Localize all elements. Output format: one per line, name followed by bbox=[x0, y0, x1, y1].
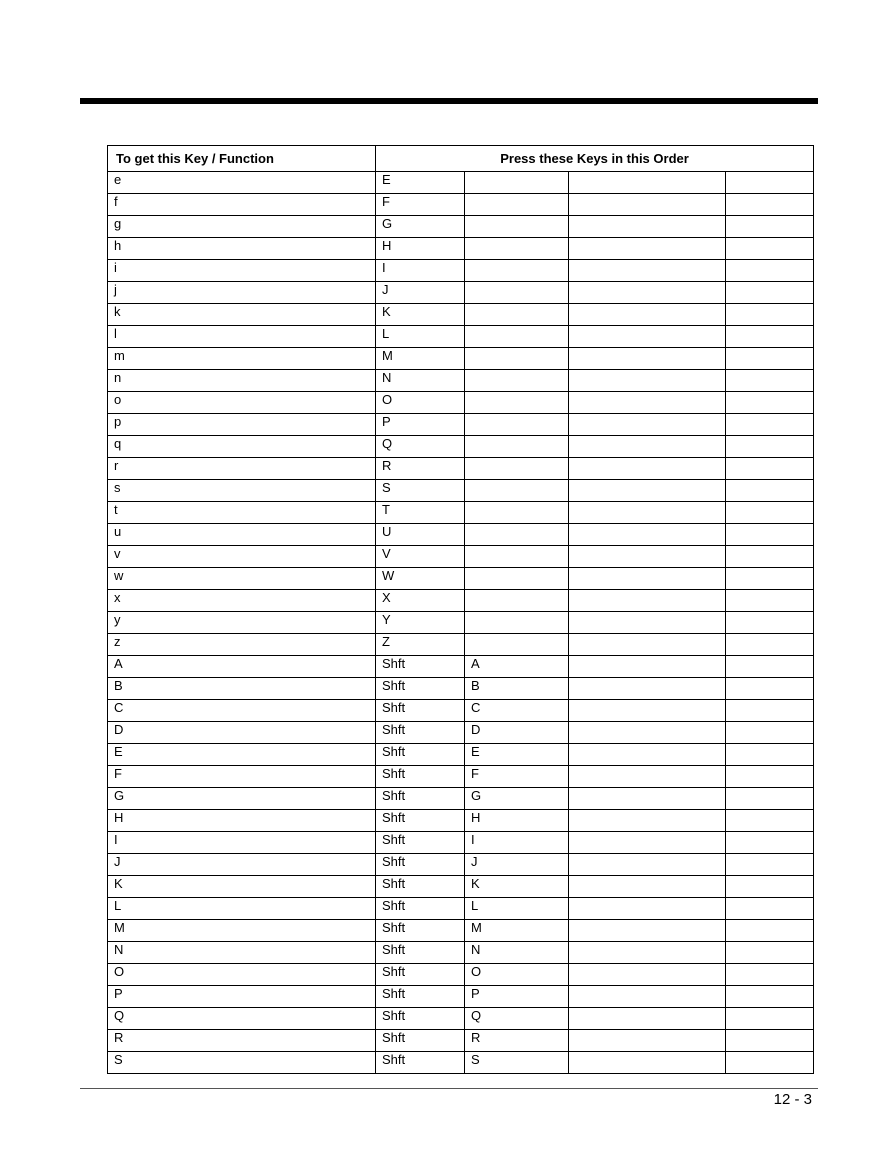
cell-function: j bbox=[108, 282, 376, 304]
cell-key-3 bbox=[569, 282, 726, 304]
cell-key-2: K bbox=[465, 876, 569, 898]
cell-key-4 bbox=[726, 942, 814, 964]
cell-key-4 bbox=[726, 634, 814, 656]
table-row bbox=[108, 854, 814, 876]
cell-key-2: D bbox=[465, 722, 569, 744]
cell-key-1: Shft bbox=[376, 986, 465, 1008]
column-header-key-order: Press these Keys in this Order bbox=[376, 146, 814, 172]
cell-key-4 bbox=[726, 964, 814, 986]
cell-key-2 bbox=[465, 502, 569, 524]
cell-function: m bbox=[108, 348, 376, 370]
cell-key-1: Shft bbox=[376, 832, 465, 854]
cell-function: A bbox=[108, 656, 376, 678]
cell-key-1: H bbox=[376, 238, 465, 260]
table-row bbox=[108, 260, 814, 282]
cell-key-1: Z bbox=[376, 634, 465, 656]
cell-key-3 bbox=[569, 568, 726, 590]
cell-key-2: F bbox=[465, 766, 569, 788]
table-row bbox=[108, 1052, 814, 1074]
cell-key-4 bbox=[726, 172, 814, 194]
footer-rule bbox=[80, 1088, 818, 1089]
cell-key-4 bbox=[726, 1030, 814, 1052]
cell-key-4 bbox=[726, 656, 814, 678]
cell-function: B bbox=[108, 678, 376, 700]
cell-key-4 bbox=[726, 238, 814, 260]
table-row bbox=[108, 348, 814, 370]
cell-function: y bbox=[108, 612, 376, 634]
cell-key-3 bbox=[569, 238, 726, 260]
cell-key-3 bbox=[569, 480, 726, 502]
cell-function: i bbox=[108, 260, 376, 282]
cell-key-1: Shft bbox=[376, 920, 465, 942]
cell-key-2 bbox=[465, 194, 569, 216]
table-row bbox=[108, 634, 814, 656]
cell-key-3 bbox=[569, 766, 726, 788]
cell-function: q bbox=[108, 436, 376, 458]
cell-key-3 bbox=[569, 876, 726, 898]
cell-function: K bbox=[108, 876, 376, 898]
table-row bbox=[108, 458, 814, 480]
cell-key-3 bbox=[569, 722, 726, 744]
cell-key-4 bbox=[726, 722, 814, 744]
table-row bbox=[108, 612, 814, 634]
cell-key-4 bbox=[726, 788, 814, 810]
cell-key-3 bbox=[569, 326, 726, 348]
table-row bbox=[108, 656, 814, 678]
cell-key-4 bbox=[726, 986, 814, 1008]
cell-key-3 bbox=[569, 612, 726, 634]
cell-function: u bbox=[108, 524, 376, 546]
cell-key-3 bbox=[569, 194, 726, 216]
table-row bbox=[108, 920, 814, 942]
table-row bbox=[108, 480, 814, 502]
cell-key-1: E bbox=[376, 172, 465, 194]
cell-key-3 bbox=[569, 656, 726, 678]
cell-key-2: R bbox=[465, 1030, 569, 1052]
cell-key-1: Shft bbox=[376, 1052, 465, 1074]
cell-function: f bbox=[108, 194, 376, 216]
cell-key-3 bbox=[569, 832, 726, 854]
cell-key-2 bbox=[465, 392, 569, 414]
table-row bbox=[108, 1008, 814, 1030]
cell-key-4 bbox=[726, 700, 814, 722]
cell-key-2 bbox=[465, 370, 569, 392]
cell-key-2 bbox=[465, 612, 569, 634]
cell-key-2 bbox=[465, 480, 569, 502]
cell-key-3 bbox=[569, 898, 726, 920]
cell-key-1: Shft bbox=[376, 964, 465, 986]
cell-key-1: P bbox=[376, 414, 465, 436]
table-row bbox=[108, 194, 814, 216]
cell-key-4 bbox=[726, 392, 814, 414]
table-row bbox=[108, 1030, 814, 1052]
table-row bbox=[108, 370, 814, 392]
table-row bbox=[108, 238, 814, 260]
table-row bbox=[108, 832, 814, 854]
cell-key-2 bbox=[465, 304, 569, 326]
cell-key-1: N bbox=[376, 370, 465, 392]
table-row bbox=[108, 172, 814, 194]
cell-key-3 bbox=[569, 964, 726, 986]
cell-key-1: V bbox=[376, 546, 465, 568]
cell-function: S bbox=[108, 1052, 376, 1074]
cell-key-2 bbox=[465, 348, 569, 370]
table-row bbox=[108, 392, 814, 414]
cell-function: r bbox=[108, 458, 376, 480]
cell-key-2: C bbox=[465, 700, 569, 722]
cell-key-3 bbox=[569, 810, 726, 832]
cell-key-4 bbox=[726, 612, 814, 634]
cell-key-3 bbox=[569, 700, 726, 722]
table-row bbox=[108, 568, 814, 590]
cell-key-4 bbox=[726, 436, 814, 458]
cell-key-3 bbox=[569, 744, 726, 766]
cell-key-3 bbox=[569, 260, 726, 282]
cell-key-1: T bbox=[376, 502, 465, 524]
cell-key-4 bbox=[726, 1052, 814, 1074]
table-row bbox=[108, 766, 814, 788]
cell-key-4 bbox=[726, 590, 814, 612]
cell-key-3 bbox=[569, 524, 726, 546]
cell-key-3 bbox=[569, 678, 726, 700]
cell-function: I bbox=[108, 832, 376, 854]
cell-function: v bbox=[108, 546, 376, 568]
cell-key-2 bbox=[465, 590, 569, 612]
cell-function: E bbox=[108, 744, 376, 766]
cell-key-4 bbox=[726, 194, 814, 216]
cell-function: s bbox=[108, 480, 376, 502]
cell-key-3 bbox=[569, 172, 726, 194]
cell-key-4 bbox=[726, 524, 814, 546]
table-row bbox=[108, 788, 814, 810]
cell-key-3 bbox=[569, 414, 726, 436]
cell-key-4 bbox=[726, 348, 814, 370]
cell-key-3 bbox=[569, 854, 726, 876]
cell-function: J bbox=[108, 854, 376, 876]
cell-key-2 bbox=[465, 458, 569, 480]
cell-key-4 bbox=[726, 1008, 814, 1030]
cell-key-2 bbox=[465, 238, 569, 260]
page-number: 12 - 3 bbox=[773, 1091, 812, 1108]
cell-key-2: S bbox=[465, 1052, 569, 1074]
cell-function: z bbox=[108, 634, 376, 656]
cell-key-3 bbox=[569, 546, 726, 568]
cell-key-1: K bbox=[376, 304, 465, 326]
cell-key-1: Shft bbox=[376, 810, 465, 832]
cell-key-4 bbox=[726, 766, 814, 788]
cell-function: t bbox=[108, 502, 376, 524]
cell-key-1: U bbox=[376, 524, 465, 546]
table-row bbox=[108, 502, 814, 524]
cell-function: F bbox=[108, 766, 376, 788]
cell-key-4 bbox=[726, 260, 814, 282]
table-row bbox=[108, 282, 814, 304]
cell-key-3 bbox=[569, 458, 726, 480]
cell-key-1: F bbox=[376, 194, 465, 216]
cell-function: g bbox=[108, 216, 376, 238]
cell-key-1: Shft bbox=[376, 942, 465, 964]
cell-key-2 bbox=[465, 634, 569, 656]
cell-key-1: M bbox=[376, 348, 465, 370]
cell-key-4 bbox=[726, 326, 814, 348]
cell-key-1: W bbox=[376, 568, 465, 590]
cell-key-4 bbox=[726, 678, 814, 700]
cell-key-4 bbox=[726, 502, 814, 524]
cell-key-1: Shft bbox=[376, 1030, 465, 1052]
cell-key-3 bbox=[569, 304, 726, 326]
cell-function: O bbox=[108, 964, 376, 986]
cell-key-4 bbox=[726, 832, 814, 854]
cell-key-3 bbox=[569, 1008, 726, 1030]
cell-key-1: S bbox=[376, 480, 465, 502]
cell-key-3 bbox=[569, 370, 726, 392]
cell-key-1: X bbox=[376, 590, 465, 612]
cell-key-2: I bbox=[465, 832, 569, 854]
cell-key-3 bbox=[569, 348, 726, 370]
cell-key-2: L bbox=[465, 898, 569, 920]
table-row bbox=[108, 590, 814, 612]
cell-key-1: I bbox=[376, 260, 465, 282]
table-row bbox=[108, 546, 814, 568]
cell-key-4 bbox=[726, 898, 814, 920]
cell-key-4 bbox=[726, 216, 814, 238]
cell-function: p bbox=[108, 414, 376, 436]
cell-key-4 bbox=[726, 920, 814, 942]
cell-key-4 bbox=[726, 568, 814, 590]
cell-function: e bbox=[108, 172, 376, 194]
cell-key-1: L bbox=[376, 326, 465, 348]
cell-key-2 bbox=[465, 260, 569, 282]
cell-key-4 bbox=[726, 414, 814, 436]
cell-key-3 bbox=[569, 920, 726, 942]
cell-key-1: Y bbox=[376, 612, 465, 634]
cell-key-4 bbox=[726, 480, 814, 502]
cell-key-4 bbox=[726, 458, 814, 480]
cell-key-1: R bbox=[376, 458, 465, 480]
table-row bbox=[108, 722, 814, 744]
cell-key-2: G bbox=[465, 788, 569, 810]
cell-key-1: Shft bbox=[376, 766, 465, 788]
table-row bbox=[108, 986, 814, 1008]
cell-key-1: Shft bbox=[376, 678, 465, 700]
cell-function: h bbox=[108, 238, 376, 260]
cell-key-2 bbox=[465, 326, 569, 348]
cell-function: x bbox=[108, 590, 376, 612]
key-sequence-table bbox=[107, 145, 814, 1074]
cell-key-2: B bbox=[465, 678, 569, 700]
cell-key-2: H bbox=[465, 810, 569, 832]
cell-key-1: Shft bbox=[376, 744, 465, 766]
cell-key-1: Shft bbox=[376, 722, 465, 744]
cell-function: n bbox=[108, 370, 376, 392]
cell-function: l bbox=[108, 326, 376, 348]
cell-function: M bbox=[108, 920, 376, 942]
cell-key-3 bbox=[569, 788, 726, 810]
cell-key-2: N bbox=[465, 942, 569, 964]
table-row bbox=[108, 326, 814, 348]
cell-key-3 bbox=[569, 502, 726, 524]
cell-key-2 bbox=[465, 172, 569, 194]
cell-key-3 bbox=[569, 1030, 726, 1052]
cell-key-2 bbox=[465, 568, 569, 590]
table-row bbox=[108, 216, 814, 238]
cell-key-3 bbox=[569, 590, 726, 612]
cell-function: H bbox=[108, 810, 376, 832]
cell-key-1: Shft bbox=[376, 1008, 465, 1030]
cell-key-2: J bbox=[465, 854, 569, 876]
cell-key-1: Shft bbox=[376, 876, 465, 898]
cell-key-2 bbox=[465, 414, 569, 436]
cell-key-1: Shft bbox=[376, 656, 465, 678]
cell-function: N bbox=[108, 942, 376, 964]
table-row bbox=[108, 876, 814, 898]
table-row bbox=[108, 524, 814, 546]
cell-function: o bbox=[108, 392, 376, 414]
cell-key-1: J bbox=[376, 282, 465, 304]
cell-key-1: Shft bbox=[376, 898, 465, 920]
cell-key-2: E bbox=[465, 744, 569, 766]
cell-key-3 bbox=[569, 986, 726, 1008]
table-row bbox=[108, 304, 814, 326]
cell-key-2 bbox=[465, 436, 569, 458]
cell-key-3 bbox=[569, 436, 726, 458]
header-rule bbox=[80, 98, 818, 104]
cell-key-4 bbox=[726, 370, 814, 392]
table-row bbox=[108, 810, 814, 832]
cell-key-1: Shft bbox=[376, 854, 465, 876]
cell-function: D bbox=[108, 722, 376, 744]
column-header-function: To get this Key / Function bbox=[108, 146, 376, 172]
cell-key-2: O bbox=[465, 964, 569, 986]
cell-key-4 bbox=[726, 546, 814, 568]
table-row bbox=[108, 898, 814, 920]
cell-key-2: A bbox=[465, 656, 569, 678]
cell-key-1: Shft bbox=[376, 700, 465, 722]
cell-key-2 bbox=[465, 216, 569, 238]
cell-key-2 bbox=[465, 524, 569, 546]
cell-function: P bbox=[108, 986, 376, 1008]
cell-function: R bbox=[108, 1030, 376, 1052]
cell-key-1: G bbox=[376, 216, 465, 238]
cell-key-3 bbox=[569, 634, 726, 656]
cell-function: L bbox=[108, 898, 376, 920]
cell-key-2 bbox=[465, 282, 569, 304]
cell-key-1: Q bbox=[376, 436, 465, 458]
table-row bbox=[108, 942, 814, 964]
cell-key-3 bbox=[569, 392, 726, 414]
cell-function: G bbox=[108, 788, 376, 810]
cell-function: C bbox=[108, 700, 376, 722]
cell-key-3 bbox=[569, 942, 726, 964]
table-row bbox=[108, 964, 814, 986]
cell-function: w bbox=[108, 568, 376, 590]
cell-key-2: M bbox=[465, 920, 569, 942]
cell-key-3 bbox=[569, 216, 726, 238]
cell-key-4 bbox=[726, 304, 814, 326]
cell-key-4 bbox=[726, 876, 814, 898]
table-row bbox=[108, 436, 814, 458]
cell-key-3 bbox=[569, 1052, 726, 1074]
cell-key-2 bbox=[465, 546, 569, 568]
cell-function: Q bbox=[108, 1008, 376, 1030]
cell-key-1: O bbox=[376, 392, 465, 414]
cell-key-4 bbox=[726, 282, 814, 304]
table-row bbox=[108, 414, 814, 436]
table-row bbox=[108, 700, 814, 722]
cell-key-4 bbox=[726, 744, 814, 766]
cell-key-1: Shft bbox=[376, 788, 465, 810]
table-header-row bbox=[108, 146, 814, 172]
cell-key-4 bbox=[726, 810, 814, 832]
cell-key-4 bbox=[726, 854, 814, 876]
cell-key-2: Q bbox=[465, 1008, 569, 1030]
cell-function: k bbox=[108, 304, 376, 326]
cell-key-2: P bbox=[465, 986, 569, 1008]
table-row bbox=[108, 744, 814, 766]
table-row bbox=[108, 678, 814, 700]
table-body bbox=[108, 172, 814, 1074]
